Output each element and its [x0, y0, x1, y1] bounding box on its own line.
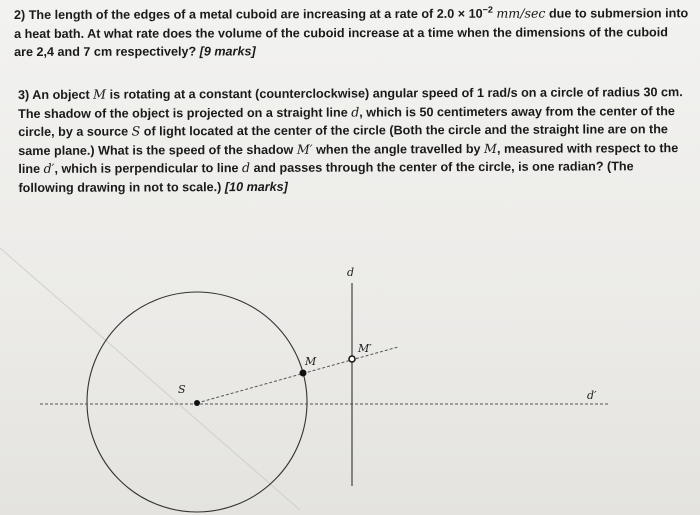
problem-3-text-7: , which is perpendicular to line: [54, 161, 239, 176]
problem-3-var-d: d: [351, 104, 360, 120]
label-S: S: [178, 383, 186, 396]
problem-3-var-Mprime: M′: [296, 141, 313, 157]
point-S: [194, 400, 200, 406]
problem-3-text-6: , measured with respect to the line: [18, 140, 679, 176]
page-crease: [0, 248, 300, 510]
point-M: [300, 370, 307, 377]
problem-2-marks: [9 marks]: [199, 44, 256, 59]
problem-2-text-a: The length of the edges of a metal cuboid are increasing at a rate of 2.0 × 10: [28, 6, 483, 22]
problem-3-var-S: S: [131, 123, 141, 139]
problem-3-text-5: when the angle travelled by: [316, 141, 481, 157]
problem-2-exponent: −2: [482, 4, 493, 15]
problem-3-text-4: of light located at the center of the circle (Both the circle and the straight line are on the same plane.) What is the speed of the shadow: [18, 122, 668, 158]
problem-3-var-M2: M: [483, 140, 497, 156]
problem-3-text-3: , which is 50 centimeters away from the center of the circle, by a source: [18, 103, 675, 139]
problem-2-unit: mm/sec: [496, 5, 546, 21]
problem-3-var-M: M: [93, 86, 107, 102]
problem-2-text-b: due to submersion into a heat bath. At what rate does the volume of the cuboid increase at a time when the dimensions of the cuboid are 2,4 and 7 cm respectively?: [14, 6, 689, 59]
label-d: d: [347, 266, 355, 279]
problem-3-number: 3): [18, 87, 30, 102]
problem-3-text-1: An object: [32, 87, 90, 102]
problem-3-var-dprime: d′: [43, 160, 55, 176]
label-M-prime: M′: [358, 342, 372, 355]
problem-3-marks: [10 marks]: [224, 179, 288, 194]
light-ray: [197, 347, 398, 403]
problem-3-text-2: is rotating at a constant (counterclockwise) angular speed of 1 rad/s on a circle of radius 30 cm. The shadow of the object is projected on a straight line: [18, 85, 683, 121]
label-d-prime: d′: [587, 389, 597, 402]
problem-3-text-8: and passes through the center of the circle, is one radian? (The following drawing in not to scale.): [18, 159, 634, 195]
problem-2-number: 2): [14, 7, 26, 22]
label-M: M: [305, 355, 317, 368]
problem-3-var-d2: d: [241, 159, 251, 176]
point-M-prime: [349, 356, 355, 362]
